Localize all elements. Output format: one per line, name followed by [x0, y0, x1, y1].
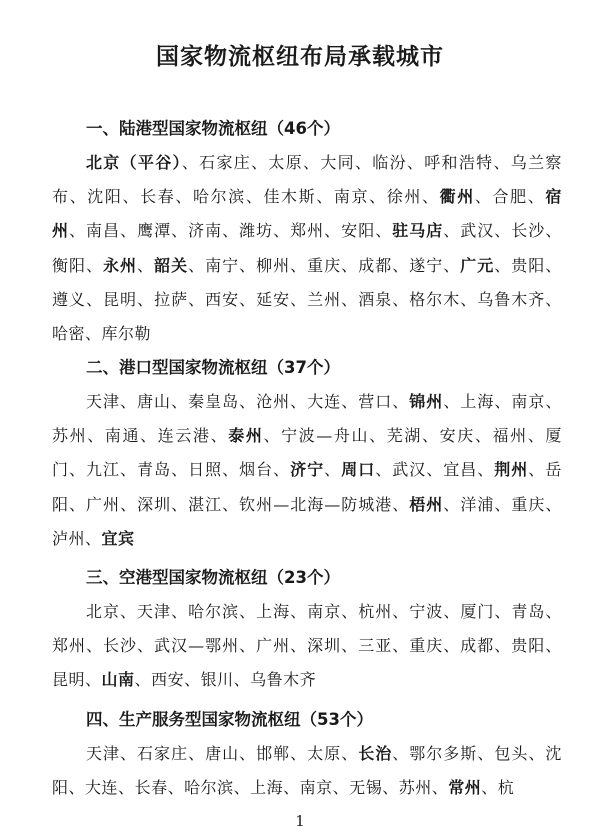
city-name: 杭 — [497, 778, 515, 798]
city-name: 长沙 — [511, 221, 546, 241]
city-name: 沧州 — [256, 392, 291, 411]
city-name: 秦皇岛 — [188, 392, 240, 411]
city-name: 荆州 — [494, 460, 529, 480]
city-name: 永州 — [103, 255, 138, 275]
city-name: 青岛 — [511, 602, 546, 621]
section-sea-port — [52, 351, 562, 556]
city-name: 日照 — [188, 460, 223, 480]
city-name: 长春 — [140, 187, 176, 207]
city-name: 芜湖 — [386, 426, 422, 446]
city-name: 武汉 — [460, 221, 495, 241]
city-name: 岳阳 — [52, 460, 562, 514]
city-name: 包头 — [494, 744, 529, 763]
city-name: 营口 — [358, 392, 393, 411]
city-name: 银川 — [200, 670, 234, 690]
city-name: 乌兰察布 — [52, 153, 562, 207]
city-name: 酒泉 — [358, 289, 393, 309]
city-name: 南昌 — [86, 221, 121, 241]
city-name: 天津 — [86, 744, 121, 763]
city-name: 湛江 — [188, 494, 223, 514]
city-name: 连云港 — [157, 426, 211, 446]
city-name: 杭州 — [358, 602, 393, 621]
city-list: 北京（平谷）、石家庄、太原、大同、临汾、呼和浩特、乌兰察布、沈阳、长春、哈尔滨、佳木斯、南京、徐州、衢州、合肥、宿州、南昌、鹰潭、济南、潍坊、郑州、安阳、驻马店、武汉、长沙、衡阳、永州、韶关、南宁、柳州、重庆、成都、遂宁、广元、贵阳、遵义、昆明、拉萨、西安、延安、兰州、酒泉、格尔木、乌鲁木齐、哈密、库尔勒 — [52, 153, 562, 344]
city-name: 重庆 — [409, 636, 444, 656]
city-name: 北京（平谷） — [86, 153, 182, 172]
city-name: 宿州 — [52, 187, 562, 241]
city-name: 长治 — [358, 744, 393, 763]
city-list: 天津、唐山、秦皇岛、沧州、大连、营口、锦州、上海、南京、苏州、南通、连云港、泰州、宁波—舟山、芜湖、安庆、福州、厦门、九江、青岛、日照、烟台、济宁、周口、武汉、宜昌、荆州、岳阳、广州、深圳、湛江、钦州—北海—防城港、梧州、洋浦、重庆、泸州、宜宾 — [52, 392, 562, 548]
city-name: 乌鲁木齐 — [477, 289, 546, 309]
city-name: 南通 — [104, 426, 141, 446]
city-name: 上海 — [256, 602, 291, 621]
city-name: 安庆 — [439, 426, 475, 446]
city-name: 郑州 — [290, 221, 325, 241]
city-name: 天津 — [137, 602, 172, 621]
section-heading: 三、空港型国家物流枢纽（23个） — [86, 568, 340, 587]
city-list: 天津、石家庄、唐山、邯郸、太原、长治、鄂尔多斯、包头、沈阳、大连、长春、哈尔滨、上海、南京、无锡、苏州、常州、杭 — [52, 744, 562, 798]
city-name: 洋浦 — [460, 494, 495, 514]
city-name: 邯郸 — [256, 744, 291, 763]
city-name: 重庆 — [307, 255, 342, 275]
city-name: 临汾 — [372, 153, 407, 172]
city-name: 三亚 — [358, 636, 393, 656]
city-name: 深圳 — [307, 636, 342, 656]
city-name: 广元 — [460, 255, 495, 275]
city-name: 哈密 — [52, 324, 86, 344]
city-name: 天津 — [86, 392, 121, 411]
city-name: 济宁 — [290, 460, 325, 480]
city-name: 福州 — [492, 426, 528, 446]
city-name: 沈阳 — [87, 187, 123, 207]
city-name: 格尔木 — [409, 289, 461, 309]
city-name: 佳木斯 — [263, 187, 317, 207]
city-name: 徐州 — [386, 187, 422, 207]
city-name: 上海 — [250, 778, 284, 798]
city-name: 广州 — [86, 494, 121, 514]
section-heading: 四、生产服务型国家物流枢纽（53个） — [86, 710, 373, 729]
city-name: 宁波—舟山 — [281, 426, 370, 446]
city-name: 青岛 — [137, 460, 172, 480]
section-heading: 一、陆港型国家物流枢纽（46个） — [86, 119, 340, 138]
city-name: 贵阳 — [511, 636, 546, 656]
city-name: 郑州 — [52, 636, 87, 656]
city-name: 上海 — [460, 392, 495, 411]
page-title: 国家物流枢纽布局承载城市 — [156, 43, 444, 70]
city-name: 呼和浩特 — [424, 153, 494, 172]
city-name: 衢州 — [439, 187, 475, 207]
city-name: 大连 — [307, 392, 342, 411]
city-name: 南京 — [299, 778, 333, 798]
city-name: 宜昌 — [443, 460, 478, 480]
city-name: 武汉 — [392, 460, 427, 480]
section-airport — [52, 561, 562, 698]
city-list: 北京、天津、哈尔滨、上海、南京、杭州、宁波、厦门、青岛、郑州、长沙、武汉—鄂州、广州、深圳、三亚、重庆、成都、贵阳、昆明、山南、西安、银川、乌鲁木齐 — [52, 602, 562, 690]
city-name: 武汉—鄂州 — [154, 636, 240, 656]
city-name: 贵阳 — [511, 255, 546, 275]
city-name: 济南 — [188, 221, 223, 241]
city-name: 驻马店 — [392, 221, 444, 241]
city-name: 鹰潭 — [137, 221, 172, 241]
city-name: 梧州 — [409, 494, 444, 514]
city-name: 南京 — [511, 392, 546, 411]
city-name: 无锡 — [349, 778, 383, 798]
city-name: 兰州 — [307, 289, 342, 309]
city-name: 韶关 — [154, 255, 189, 275]
city-name: 沈阳 — [52, 744, 562, 798]
page-number: 1 — [295, 812, 305, 830]
city-name: 宁波 — [409, 602, 444, 621]
city-name: 大同 — [320, 153, 355, 172]
section-land-port — [52, 112, 562, 351]
city-name: 南宁 — [205, 255, 240, 275]
city-name: 九江 — [86, 460, 121, 480]
city-name: 大连 — [85, 778, 119, 798]
city-name: 哈尔滨 — [192, 187, 246, 207]
city-name: 山南 — [101, 670, 135, 690]
city-name: 南京 — [307, 602, 342, 621]
city-name: 石家庄 — [137, 744, 189, 763]
city-name: 烟台 — [239, 460, 274, 480]
city-name: 泰州 — [228, 426, 264, 446]
city-name: 库尔勒 — [101, 324, 152, 344]
city-name: 厦门 — [460, 602, 495, 621]
city-name: 乌鲁木齐 — [250, 670, 317, 690]
city-name: 遂宁 — [409, 255, 444, 275]
city-name: 苏州 — [398, 778, 432, 798]
city-name: 苏州 — [52, 426, 88, 446]
city-name: 广州 — [256, 636, 291, 656]
city-name: 成都 — [358, 255, 393, 275]
city-name: 哈尔滨 — [188, 602, 240, 621]
city-name: 唐山 — [137, 392, 172, 411]
city-name: 昆明 — [52, 670, 86, 690]
city-name: 厦门 — [52, 426, 562, 480]
section-heading: 二、港口型国家物流枢纽（37个） — [86, 358, 340, 377]
city-name: 潍坊 — [239, 221, 274, 241]
city-name: 南京 — [333, 187, 370, 207]
city-name: 柳州 — [256, 255, 291, 275]
city-name: 北京 — [86, 602, 121, 621]
city-name: 石家庄 — [199, 153, 252, 172]
city-name: 拉萨 — [154, 289, 189, 309]
city-name: 长春 — [134, 778, 168, 798]
city-name: 唐山 — [205, 744, 240, 763]
city-name: 深圳 — [137, 494, 172, 514]
city-name: 成都 — [460, 636, 495, 656]
city-name: 西安 — [151, 670, 185, 690]
city-name: 昆明 — [103, 289, 138, 309]
city-name: 重庆 — [511, 494, 546, 514]
city-name: 周口 — [341, 460, 376, 480]
city-name: 延安 — [256, 289, 291, 309]
city-name: 常州 — [448, 778, 482, 798]
city-name: 长沙 — [103, 636, 138, 656]
city-name: 哈尔滨 — [184, 778, 234, 798]
city-name: 衡阳 — [52, 255, 87, 275]
city-name: 宜宾 — [101, 528, 135, 548]
city-name: 鄂尔多斯 — [409, 744, 478, 763]
city-name: 锦州 — [409, 392, 444, 411]
city-name: 合肥 — [492, 187, 528, 207]
section-production-service — [52, 703, 562, 805]
city-name: 太原 — [307, 744, 342, 763]
city-name: 太原 — [268, 153, 304, 172]
city-name: 遵义 — [52, 289, 87, 309]
city-name: 钦州—北海—防城港 — [239, 494, 393, 514]
city-name: 泸州 — [52, 528, 86, 548]
city-name: 西安 — [205, 289, 240, 309]
city-name: 安阳 — [341, 221, 376, 241]
